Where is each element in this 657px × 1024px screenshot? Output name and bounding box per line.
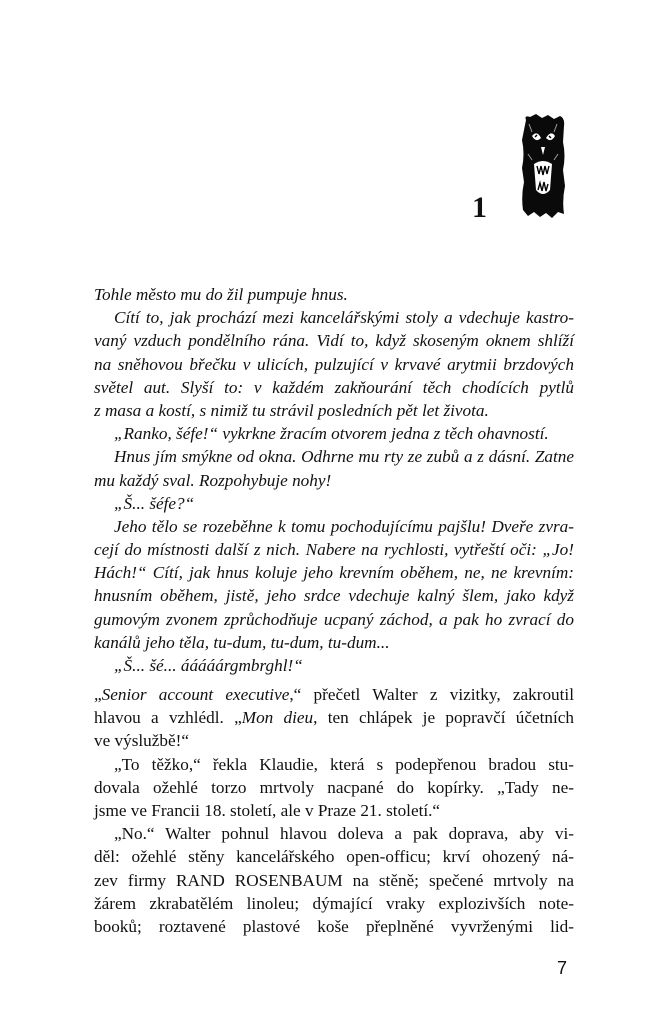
text-line: vaný vzduch pondělního rána. Vidí to, když skoseným oknem shlíží [94,331,574,351]
text-fragment: , ten chlápek je popravčí účetních [313,708,574,728]
text-line: dovala ožehlé torzo mrtvoly nacpané do kopírky. „Tady ne- [94,777,574,797]
text-line: žárem zkrabatělém linoleu; dýmající vraky explozivších note- [94,893,574,913]
text-line: Jeho tělo se rozeběhne k tomu pochodujícímu pajšlu! Dveře zvra- [114,516,574,536]
text-line: kanálů jeho těla, tu-dum, tu-dum, tu-dum... [94,632,390,652]
text-line: na sněhovou břečku v ulicích, pulzující v krvavé arytmii brzdových [94,354,574,374]
text-line: děl: ožehlé stěny kancelářského open-officu; krví ohozený ná- [94,847,574,867]
text-line: Tohle město mu do žil pumpuje hnus. [94,285,348,304]
main-body-text [94,683,574,938]
text-line: cejí do místnosti další z nich. Nabere na rychlosti, vytřeští oči: „Jo! [94,540,574,560]
text-line: „To těžko,“ řekla Klaudie, která s podepřenou bradou stu- [114,754,574,774]
page-number: 7 [557,958,568,978]
text-line: ve výslužbě!“ [94,731,189,751]
italic-opening-text [94,283,574,677]
text-line: gumovým zvonem zprůchodňuje ucpaný záchod, a pak ho zvrací do [94,609,574,629]
text-line: „Š... šéfe?“ [114,493,195,513]
text-line [94,683,574,706]
text-line: Cítí to, jak prochází mezi kancelářskými stoly a vdechuje kastro- [114,308,574,328]
text-line: mu každý sval. Rozpohybuje nohy! [94,470,332,490]
text-line: hnusním oběhem, jistě, jeho srdce vdechuje kalný šlem, jako když [94,586,574,606]
text-fragment: „ [94,685,102,704]
text-line: „Ranko, šéfe!“ vykrkne žracím otvorem jedna z těch ohavností. [114,424,549,444]
text-line: světel aut. Slyší to: v každém zakňourání těch chodících pytlů [94,377,574,397]
text-line: booků; roztavené plastové koše přeplněné vyvrženými lid- [94,916,574,936]
chapter-number: 1 [472,191,487,224]
text-line: Hnus jím smýkne od okna. Odhrne mu rty ze zubů a z dásní. Zatne [114,447,574,467]
text-fragment: ,“ přečetl Walter z vizitky, zakroutil [289,685,574,704]
text-line: „No.“ Walter pohnul hlavou doleva a pak doprava, aby vi- [114,824,574,844]
text-line: „Š... šé... ááááárgmbrghl!“ [114,656,303,675]
text-fragment: hlavou a vzhlédl. „ [94,708,242,728]
screaming-face-icon [520,114,566,218]
italic-phrase: Senior account executive [101,685,290,704]
text-line: jsme ve Francii 18. století, ale v Praze 21. století.“ [94,800,441,820]
text-line: Hách!“ Cítí, jak hnus koluje jeho krevním oběhem, ne, ne krevním: [94,563,574,583]
text-line [94,706,574,729]
italic-phrase: Mon dieu [241,708,314,728]
text-line: zev firmy RAND ROSENBAUM na stěně; spečené mrtvoly na [94,870,574,890]
text-line: z masa a kostí, s nimiž tu strávil posledních pět let života. [94,400,489,420]
